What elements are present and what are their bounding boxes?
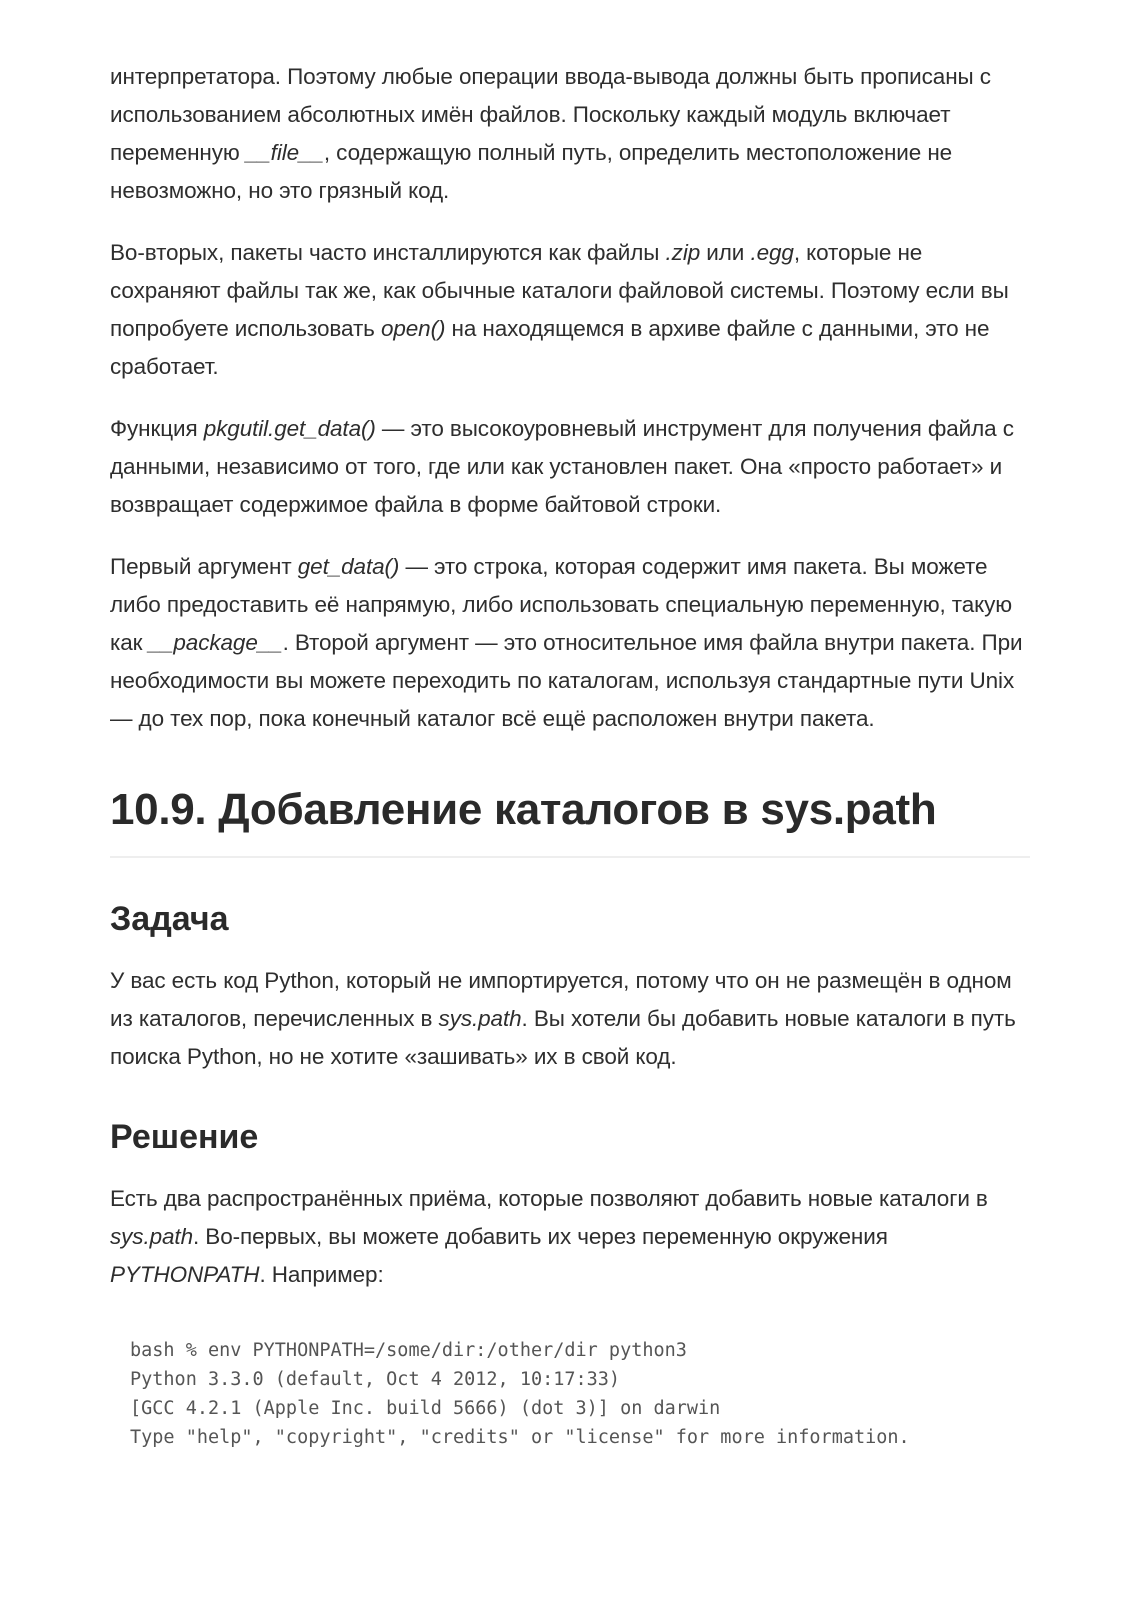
text-run: Есть два распространённых приёма, которые позволяют добавить новые каталоги в	[110, 1186, 988, 1211]
task-paragraph	[110, 962, 1030, 1076]
syspath-term: sys.path	[110, 1224, 193, 1249]
paragraph-arguments	[110, 548, 1030, 738]
text-run: . Вы хотели бы добавить новые каталоги в путь поиска Python, но не хотите «зашивать» их в свой код.	[110, 1006, 1016, 1069]
text-run: Функция	[110, 416, 204, 441]
code-line: bash % env PYTHONPATH=/some/dir:/other/dir python3	[130, 1340, 687, 1361]
open-function: open()	[380, 316, 446, 341]
syspath-term: sys.path	[438, 1006, 522, 1031]
pythonpath-term: PYTHONPATH	[110, 1262, 260, 1287]
document-page	[110, 58, 1030, 1452]
package-variable: __package__	[148, 630, 283, 655]
text-run: Во-вторых, пакеты часто инсталлируются как файлы	[110, 240, 666, 265]
solution-paragraph	[110, 1180, 1030, 1294]
code-line: [GCC 4.2.1 (Apple Inc. build 5666) (dot 3)] on darwin	[130, 1398, 721, 1419]
code-block	[130, 1336, 1030, 1452]
get-data-function: get_data()	[297, 554, 400, 579]
paragraph-file-paths	[110, 58, 1030, 210]
zip-term: .zip	[665, 240, 701, 265]
text-run: У вас есть код Python, который не импортируется, потому что он не размещён в одном из каталогов, перечисленных в	[110, 968, 1012, 1031]
text-run: — это высокоуровневый инструмент для получения файла с данными, независимо от того, где или как установлен пакет. Она «просто работает» и возвращает содержимое файла в форме байтовой строки.	[110, 416, 1014, 517]
pkgutil-function: pkgutil.get_data()	[203, 416, 376, 441]
text-run: . Второй аргумент — это относительное имя файла внутри пакета. При необходимости вы можете переходить по каталогам, используя стандартные пути Unix — до тех пор, пока конечный каталог всё ещё расположен внутри пакета.	[110, 630, 1023, 731]
text-run: интерпретатора. Поэтому любые операции ввода-вывода должны быть прописаны с использованием абсолютных имён файлов. Поскольку каждый модуль включает переменную	[110, 64, 991, 165]
text-run: , которые не сохраняют файлы так же, как обычные каталоги файловой системы. Поэтому если вы попробуете использовать	[110, 240, 1009, 341]
text-run: Первый аргумент	[110, 554, 298, 579]
file-variable: __file__	[245, 140, 324, 165]
code-line: Type "help", "copyright", "credits" or "license" for more information.	[130, 1427, 910, 1448]
section-title: 10.9. Добавление каталогов в sys.path	[110, 782, 1030, 858]
text-run: на находящемся в архиве файле с данными, это не сработает.	[110, 316, 990, 379]
solution-heading: Решение	[110, 1118, 259, 1156]
text-run: . Например:	[259, 1262, 384, 1287]
text-run: или	[700, 240, 751, 265]
text-run: . Во-первых, вы можете добавить их через переменную окружения	[193, 1224, 888, 1249]
paragraph-get-data	[110, 410, 1030, 524]
code-line: Python 3.3.0 (default, Oct 4 2012, 10:17:33)	[130, 1369, 621, 1390]
task-heading: Задача	[110, 900, 229, 938]
text-run: , содержащую полный путь, определить местоположение не невозможно, но это грязный код.	[110, 140, 953, 203]
egg-term: .egg	[750, 240, 794, 265]
paragraph-zip-egg	[110, 234, 1030, 386]
text-run: — это строка, которая содержит имя пакета. Вы можете либо предоставить её напрямую, либо использовать специальную переменную, такую как	[110, 554, 1013, 655]
